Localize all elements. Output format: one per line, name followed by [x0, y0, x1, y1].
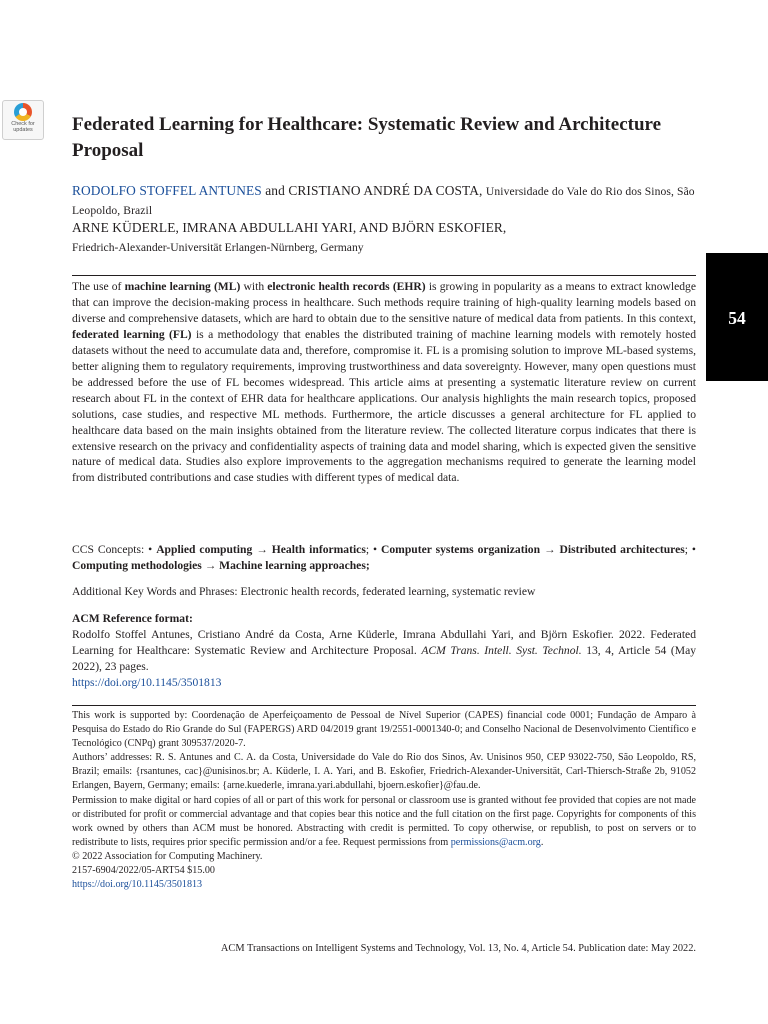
abstract-term-ehr: electronic health records (EHR)	[267, 280, 426, 293]
author-line-1	[72, 182, 696, 220]
abstract-text: The use of	[72, 280, 125, 293]
reference-doi-link[interactable]: https://doi.org/10.1145/3501813	[72, 676, 222, 689]
author-link-antunes[interactable]: RODOLFO STOFFEL ANTUNES	[72, 183, 262, 198]
ccs-concepts	[72, 542, 696, 574]
reference-journal: ACM Trans. Intell. Syst. Technol.	[421, 644, 582, 657]
affiliation-2: Friedrich-Alexander-Universität Erlangen-Nürnberg, Germany	[72, 241, 364, 254]
keywords: Additional Key Words and Phrases: Electronic health records, federated learning, systematic review	[72, 585, 536, 598]
article-number: 54	[728, 308, 746, 328]
badge-line-1: Check for	[11, 121, 35, 127]
abstract-text: with	[240, 280, 268, 293]
ccs-separator: ; •	[684, 543, 696, 556]
reference-format	[72, 627, 696, 691]
author-line-2: ARNE KÜDERLE, IMRANA ABDULLAHI YARI, AND BJÖRN ESKOFIER,	[72, 220, 507, 235]
abstract-term-fl: federated learning (FL)	[72, 327, 192, 341]
page-footer: ACM Transactions on Intelligent Systems and Technology, Vol. 13, No. 4, Article 54. Publication date: May 2022.	[220, 943, 696, 954]
affiliation-1: Universidade do Vale do Rio dos Sinos, São Leopoldo, Brazil	[72, 185, 695, 217]
ccs-prefix: CCS Concepts: •	[72, 543, 157, 556]
permission-text: Permission to make digital or hard copies of all or part of this work for personal or classroom use is granted without fee provided that copies are not made or distributed for profit or commercial advantage and that copies bear this notice and the full citation on the first page. Copyrights for components of this work owned by others than ACM must be honored. Abstracting with credit is permitted. To copy otherwise, or republish, to post on servers or to redistribute to lists, requires prior specific permission and/or a fee. Request permissions from	[72, 794, 696, 848]
crossmark-icon	[14, 103, 32, 121]
author-and: and	[261, 183, 289, 198]
permission-note	[72, 794, 696, 850]
author-costa: CRISTIANO ANDRÉ DA COSTA	[288, 183, 479, 198]
ccs-separator: ; •	[365, 543, 382, 556]
reference-heading	[72, 611, 696, 627]
divider	[72, 275, 696, 276]
ccs-concept-1: Applied computing → Health informatics	[156, 543, 366, 556]
footnotes	[72, 709, 696, 892]
funding-note: This work is supported by: Coordenação de Aperfeiçoamento de Pessoal de Nível Superior (CAPES) financial code 0001; Fundação de Amparo à Pesquisa do Estado do Rio Grande do Sul (FAPERGS) ARD 04/2019 grant 19/2551-0001340-0; and Conselho Nacional de Desenvolvimento Científico e Tecnológico (CNPq) grant 309537/2020-7.	[72, 710, 696, 750]
footnote-doi-link[interactable]: https://doi.org/10.1145/3501813	[72, 879, 203, 891]
footnote-divider	[72, 705, 696, 706]
paper-title: Federated Learning for Healthcare: Systematic Review and Architecture Proposal	[72, 114, 662, 161]
ccs-concept-3: Computing methodologies → Machine learning approaches;	[72, 559, 370, 572]
author-comma: ,	[479, 183, 486, 198]
reference-heading-text: ACM Reference format:	[72, 612, 193, 625]
check-for-updates-badge[interactable]	[2, 100, 44, 140]
abstract	[72, 279, 696, 486]
permission-period: .	[540, 836, 544, 848]
authors-addresses: Authors’ addresses: R. S. Antunes and C. A. da Costa, Universidade do Vale do Rio dos Sinos, Av. Unisinos 950, CEP 93022-750, São Leopoldo, RS, Brazil; emails: {rsantunes, cac}@unisinos.br; A. Küderle, I. A. Yari, and B. Eskofier, Friedrich-Alexander-Universität, Carl-Thiersch-Straße 2b, 91052 Erlangen, Bayern, Germany; emails: {arne.kuederle, imrana.yari.abdullahi, bjoern.eskofier}@fau.de.	[72, 752, 696, 792]
copyright-note: © 2022 Association for Computing Machinery.	[72, 850, 263, 862]
reference-text: Rodolfo Stoffel Antunes, Cristiano André da Costa, Arne Küderle, Imrana Abdullahi Yari, and Björn Eskofier. 2022. Federated Learning for Healthcare: Systematic Review and Architecture Proposal.	[72, 628, 696, 657]
ccs-concept-2: Computer systems organization → Distributed architectures	[381, 543, 685, 556]
abstract-term-ml: machine learning (ML)	[124, 280, 241, 293]
badge-line-2: updates	[13, 127, 33, 133]
abstract-text: is a methodology that enables the distributed training of machine learning models with remotely hosted datasets without the need to accumulate data and, therefore, compromise it. FL is a promising solution to improve ML-based systems, better aligning them to regulatory requirements, improving trustworthiness and data sovereignty. However, many open questions must be addressed before the use of FL becomes widespread. This article aims at presenting a systematic literature review on current research about FL in the context of EHR data for healthcare applications. Our analysis highlights the main research topics, proposed solutions, case studies, and respective ML methods. Furthermore, the article discusses a general architecture for FL applied to healthcare data based on the main insights obtained from the literature review. The collected literature corpus indicates that there is extensive research on the privacy and confidentiality aspects of training data and model sharing, which is expected given the sensitive nature of medical data. Studies also explore improvements to the aggregation mechanisms required to generate the learning model from distributed contributions and case studies with different types of medical data.	[72, 327, 697, 485]
reference-details: 13, 4, Article 54 (May 2022), 23 pages.	[72, 644, 697, 673]
abstract-text: is growing in popularity as a means to extract knowledge that can improve the decision-making process in healthcare. Such methods require training of high-quality learning models based on diverse and comprehensive datasets, which are hard to obtain due to the sensitive nature of medical data from patients. In this context,	[72, 280, 696, 325]
permissions-email-link[interactable]: permissions@acm.org	[450, 836, 541, 848]
issn: 2157-6904/2022/05-ART54 $15.00	[72, 865, 215, 877]
